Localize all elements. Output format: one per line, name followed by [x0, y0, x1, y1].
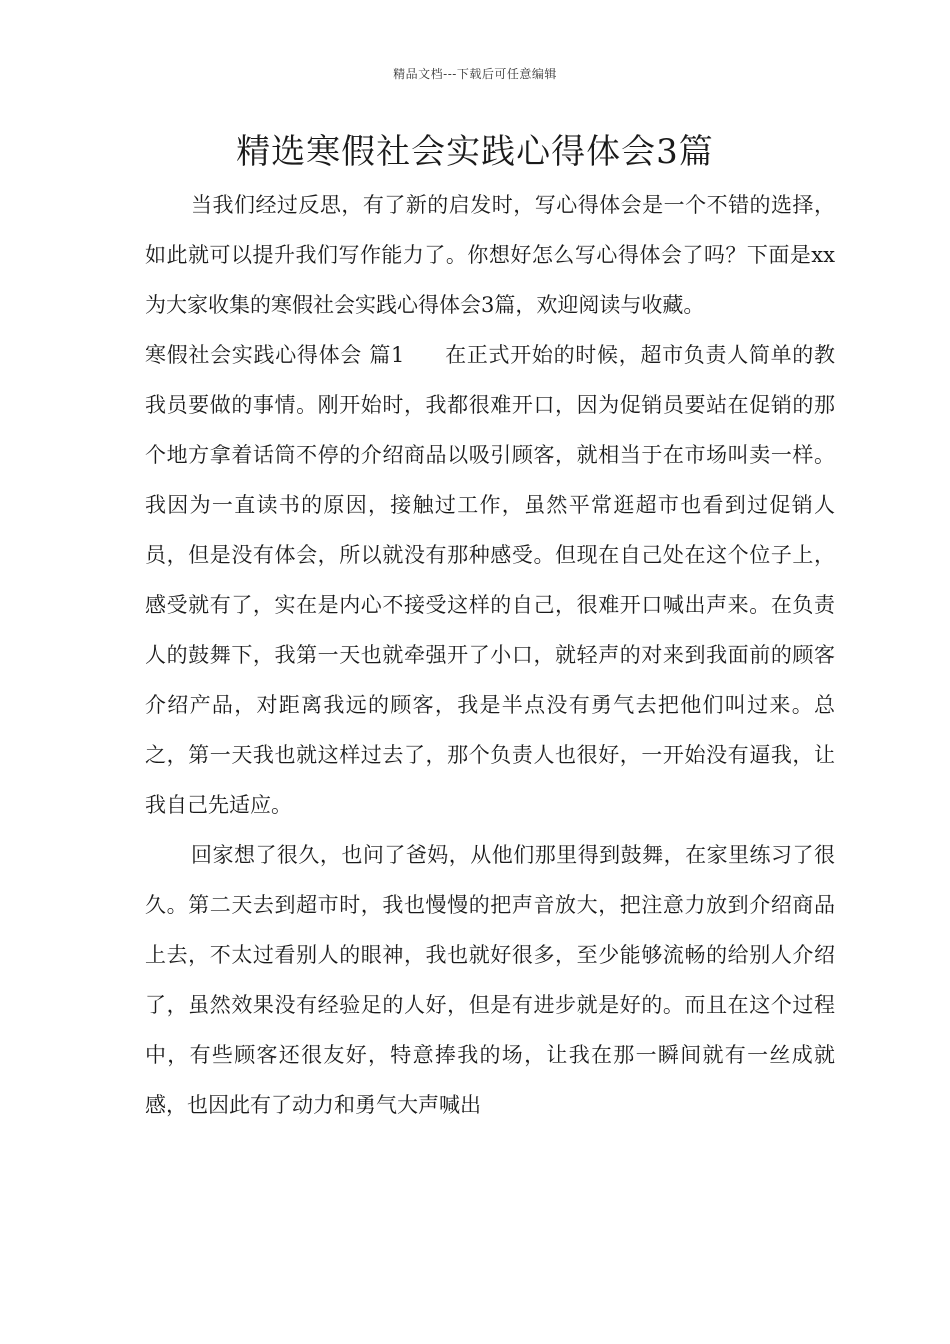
intro-paragraph: 当我们经过反思，有了新的启发时，写心得体会是一个不错的选择，如此就可以提升我们写作能力了。你想好怎么写心得体会了吗？下面是xx为大家收集的寒假社会实践心得体会3篇，欢迎阅读与收藏。: [145, 193, 835, 317]
header-note: 精品文档---下载后可任意编辑: [393, 67, 557, 81]
section-1-heading: 寒假社会实践心得体会 篇1: [145, 343, 405, 367]
document-title: 精选寒假社会实践心得体会3篇: [236, 132, 714, 172]
section-1-paragraph-1: [145, 330, 835, 830]
section-1-paragraph-2: 回家想了很久，也问了爸妈，从他们那里得到鼓舞，在家里练习了很久。第二天去到超市时，我也慢慢的把声音放大，把注意力放到介绍商品上去，不太过看别人的眼神，我也就好很多，至少能够流畅的给别人介绍了，虽然效果没有经验足的人好，但是有进步就是好的。而且在这个过程中，有些顾客还很友好，特意捧我的场，让我在那一瞬间就有一丝成就感，也因此有了动力和勇气大声喊出: [145, 843, 835, 1117]
section-1-paragraph-1-text: 在正式开始的时候，超市负责人简单的教我员要做的事情。刚开始时，我都很难开口，因为促销员要站在促销的那个地方拿着话筒不停的介绍商品以吸引顾客，就相当于在市场叫卖一样。我因为一直读书的原因，接触过工作，虽然平常逛超市也看到过促销人员，但是没有体会，所以就没有那种感受。但现在自己处在这个位子上，感受就有了，实在是内心不接受这样的自己，很难开口喊出声来。在负责人的鼓舞下，我第一天也就牵强开了小口，就轻声的对来到我面前的顾客介绍产品，对距离我远的顾客，我是半点没有勇气去把他们叫过来。总之，第一天我也就这样过去了，那个负责人也很好，一开始没有逼我，让我自己先适应。: [145, 343, 835, 817]
document-body: [145, 180, 835, 1130]
